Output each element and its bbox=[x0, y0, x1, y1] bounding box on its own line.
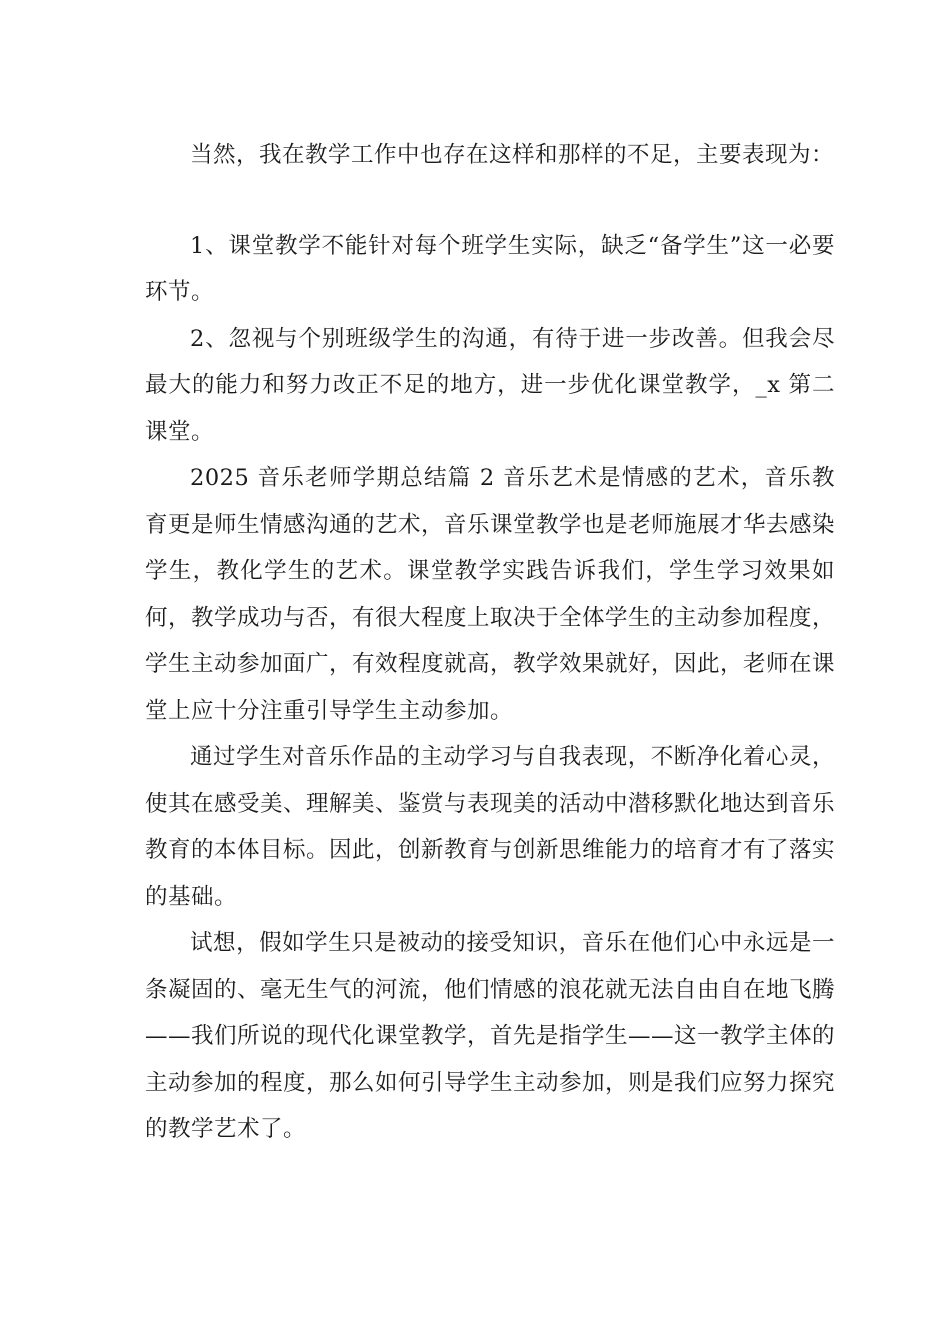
paragraph-summary-article-2: 2025 音乐老师学期总结篇 2 音乐艺术是情感的艺术，音乐教育更是师生情感沟通的艺术，音乐课堂教学也是老师施展才华去感染学生，教化学生的艺术。课堂教学实践告诉我们，学生学习效果如何，教学成功与否，有很大程度上取决于全体学生的主动参加程度，学生主动参加面广，有效程度就高，教学效果就好，因此，老师在课堂上应十分注重引导学生主动参加。 bbox=[145, 465, 836, 724]
paragraph-thought-experiment: 试想，假如学生只是被动的接受知识，音乐在他们心中永远是一条凝固的、毫无生气的河流，他们情感的浪花就无法自由自在地飞腾——我们所说的现代化课堂教学，首先是指学生——这一教学主体的主动参加的程度，那么如何引导学生主动参加，则是我们应努力探究的教学艺术了。 bbox=[145, 930, 836, 1142]
paragraph-point-2: 2、忽视与个别班级学生的沟通，有待于进一步改善。但我会尽最大的能力和努力改正不足的地方，进一步优化课堂教学，_x 第二课堂。 bbox=[145, 325, 835, 445]
paragraph-intro: 当然，我在教学工作中也存在这样和那样的不足，主要表现为： bbox=[190, 142, 835, 168]
paragraph-point-1: 1、课堂教学不能针对每个班学生实际，缺乏“备学生”这一必要环节。 bbox=[145, 232, 835, 305]
document-body bbox=[145, 132, 835, 1153]
paragraph-music-works: 通过学生对音乐作品的主动学习与自我表现，不断净化着心灵，使其在感受美、理解美、鉴赏与表现美的活动中潜移默化地达到音乐教育的本体目标。因此，创新教育与创新思维能力的培育才有了落实的基础。 bbox=[145, 744, 836, 910]
